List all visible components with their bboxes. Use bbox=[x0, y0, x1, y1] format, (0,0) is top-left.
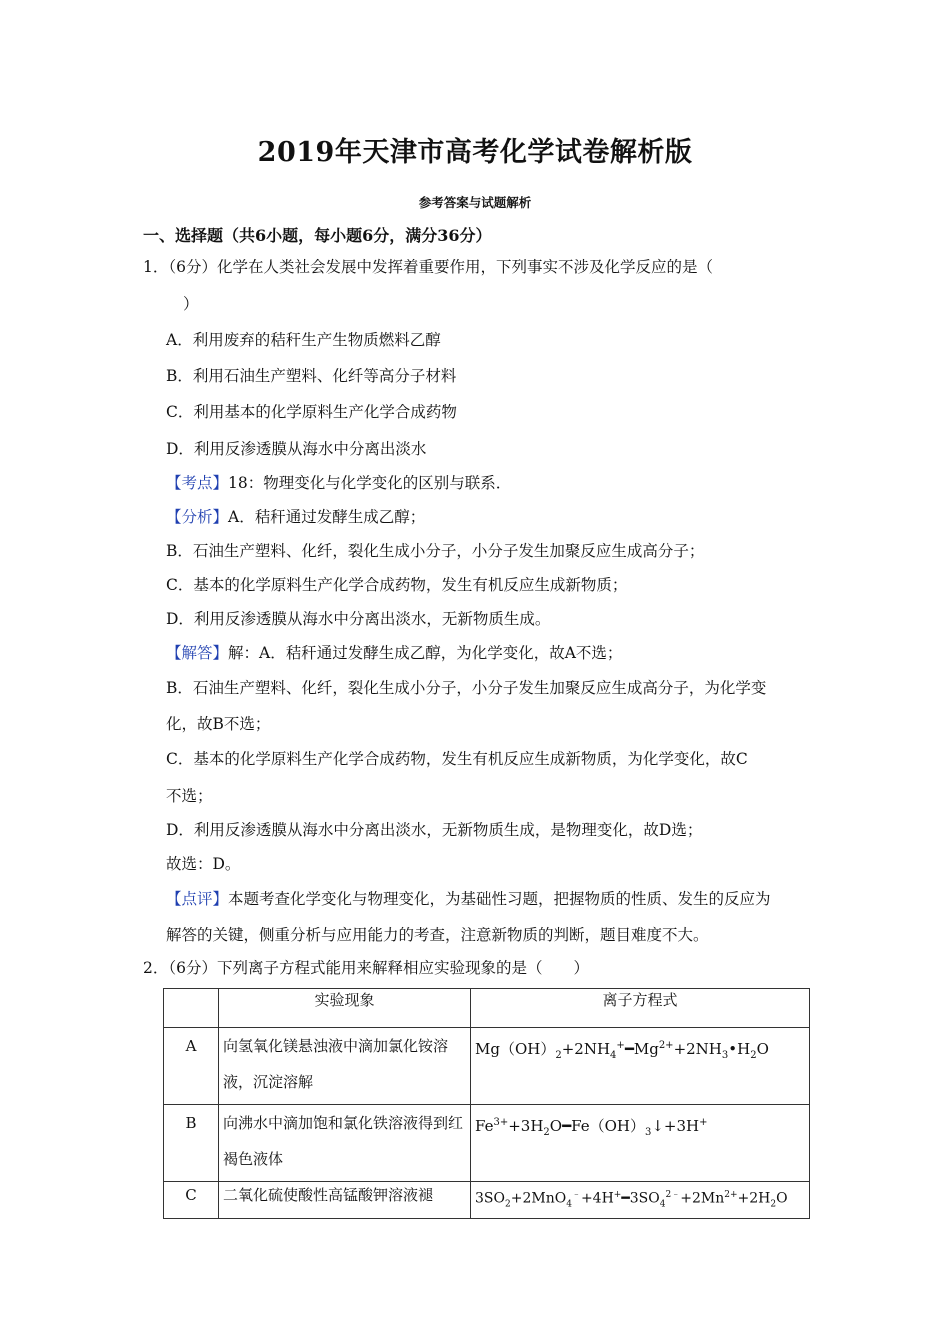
row-equation bbox=[471, 1105, 810, 1182]
row-phenomenon: 向沸水中滴加饱和氯化铁溶液得到红褐色液体 bbox=[219, 1105, 471, 1182]
eq-part: +3H bbox=[508, 1117, 544, 1135]
q1-dianping bbox=[166, 887, 771, 909]
eq-part: +2Mn bbox=[680, 1190, 725, 1207]
q1-option-b: B．利用石油生产塑料、化纤等高分子材料 bbox=[166, 367, 457, 385]
eq-part: +2NH bbox=[561, 1040, 611, 1058]
table-header-cell: 离子方程式 bbox=[471, 989, 810, 1028]
eq-part: +2NH bbox=[673, 1040, 722, 1058]
jieda-line: C．基本的化学原料生产化学合成药物，发生有机反应生成新物质，为化学变化，故C bbox=[166, 750, 748, 768]
jieda-tag: 【解答】 bbox=[166, 644, 229, 662]
jieda-line: D．利用反渗透膜从海水中分离出淡水，无新物质生成，是物理变化，故D选； bbox=[166, 821, 703, 839]
eq-sup: 2+ bbox=[658, 1040, 674, 1051]
row-phenomenon: 二氧化硫使酸性高锰酸钾溶液褪 bbox=[219, 1182, 471, 1219]
row-label: C bbox=[164, 1182, 219, 1219]
table-header-row bbox=[164, 989, 810, 1028]
table-row bbox=[164, 1105, 810, 1182]
eq-sub: 4 bbox=[610, 1050, 617, 1061]
q1-option-d: D．利用反渗透膜从海水中分离出淡水 bbox=[166, 440, 427, 458]
q2-table bbox=[163, 988, 810, 1219]
kaodian-text: 18：物理变化与化学变化的区别与联系． bbox=[228, 474, 512, 492]
document-subtitle: 参考答案与试题解析 bbox=[418, 195, 532, 210]
eq-sup: + bbox=[616, 1040, 625, 1051]
eq-part: Fe bbox=[475, 1117, 494, 1135]
dianping-tag: 【点评】 bbox=[166, 890, 229, 908]
eq-sup: ﹣ bbox=[571, 1190, 581, 1200]
row-equation bbox=[471, 1028, 810, 1105]
q1-stem-close: ） bbox=[183, 295, 199, 313]
eq-part: ━Mg bbox=[624, 1040, 659, 1058]
eq-sub: 3 bbox=[721, 1050, 729, 1061]
eq-sup: + bbox=[613, 1190, 622, 1200]
row-label: B bbox=[164, 1105, 219, 1182]
eq-sub: 3 bbox=[644, 1127, 652, 1138]
q1-jieda bbox=[166, 641, 622, 663]
table-row bbox=[164, 1028, 810, 1105]
section-heading: 一、选择题（共6小题，每小题6分，满分36分） bbox=[143, 226, 492, 245]
eq-sub: 4 bbox=[659, 1199, 666, 1210]
q1-fenxi bbox=[166, 505, 425, 527]
eq-part: +2MnO bbox=[510, 1190, 567, 1207]
table-header-cell bbox=[164, 989, 219, 1028]
row-equation bbox=[471, 1182, 810, 1219]
fenxi-line: D．利用反渗透膜从海水中分离出淡水，无新物质生成。 bbox=[166, 610, 551, 628]
jieda-line: B．石油生产塑料、化纤，裂化生成小分子，小分子发生加聚反应生成高分子，为化学变 bbox=[166, 679, 767, 697]
eq-part: O bbox=[756, 1040, 769, 1058]
q1-option-c: C．利用基本的化学原料生产化学合成药物 bbox=[166, 403, 457, 421]
fenxi-tag: 【分析】 bbox=[166, 508, 229, 526]
q1-stem: 1．（6分）化学在人类社会发展中发挥着重要作用，下列事实不涉及化学反应的是（ bbox=[143, 258, 713, 276]
eq-part: O bbox=[776, 1190, 788, 1207]
q2-stem: 2．（6分）下列离子方程式能用来解释相应实验现象的是（ ） bbox=[143, 959, 589, 977]
eq-part: ━3SO bbox=[621, 1190, 660, 1207]
eq-sub: 2 bbox=[504, 1199, 511, 1210]
eq-part: •H bbox=[728, 1040, 751, 1058]
dianping-line: 解答的关键，侧重分析与应用能力的考查，注意新物质的判断，题目难度不大。 bbox=[166, 926, 709, 944]
eq-part: +4H bbox=[580, 1190, 614, 1207]
eq-sup: 3+ bbox=[493, 1117, 509, 1128]
eq-sup: 2﹣ bbox=[665, 1190, 681, 1200]
eq-sub: 2 bbox=[543, 1127, 550, 1138]
table-header-cell: 实验现象 bbox=[219, 989, 471, 1028]
fenxi-line: C．基本的化学原料生产化学合成药物，发生有机反应生成新物质； bbox=[166, 576, 628, 594]
jieda-line: 不选； bbox=[166, 787, 213, 805]
document-title: 2019年天津市高考化学试卷解析版 bbox=[257, 137, 693, 168]
jieda-line: 解：A．秸秆通过发酵生成乙醇，为化学变化，故A不选； bbox=[228, 644, 623, 662]
eq-part: 3SO bbox=[475, 1190, 505, 1207]
eq-sub: 2 bbox=[555, 1050, 562, 1061]
eq-sub: 4 bbox=[566, 1199, 572, 1210]
eq-part: Mg（OH） bbox=[475, 1040, 556, 1058]
dianping-line: 本题考查化学变化与物理变化，为基础性习题，把握物质的性质、发生的反应为 bbox=[228, 890, 771, 908]
jieda-line: 化，故B不选； bbox=[166, 715, 271, 733]
kaodian-tag: 【考点】 bbox=[166, 474, 229, 492]
eq-sup: 2+ bbox=[724, 1190, 738, 1200]
q1-kaodian bbox=[166, 471, 511, 493]
fenxi-line: A．秸秆通过发酵生成乙醇； bbox=[228, 508, 426, 526]
row-label: A bbox=[164, 1028, 219, 1105]
jieda-line: 故选：D。 bbox=[166, 855, 241, 873]
table-row bbox=[164, 1182, 810, 1219]
q1-option-a: A．利用废弃的秸秆生产生物质燃料乙醇 bbox=[166, 331, 441, 349]
fenxi-line: B．石油生产塑料、化纤，裂化生成小分子，小分子发生加聚反应生成高分子； bbox=[166, 542, 705, 560]
eq-sub: 2 bbox=[750, 1050, 757, 1061]
eq-part: O━Fe（OH） bbox=[549, 1117, 645, 1135]
eq-part: ↓+3H bbox=[651, 1117, 700, 1135]
eq-part: +2H bbox=[737, 1190, 771, 1207]
eq-sup: + bbox=[699, 1117, 708, 1128]
eq-sub: 2 bbox=[770, 1199, 777, 1210]
row-phenomenon: 向氢氧化镁悬浊液中滴加氯化铵溶液，沉淀溶解 bbox=[219, 1028, 471, 1105]
